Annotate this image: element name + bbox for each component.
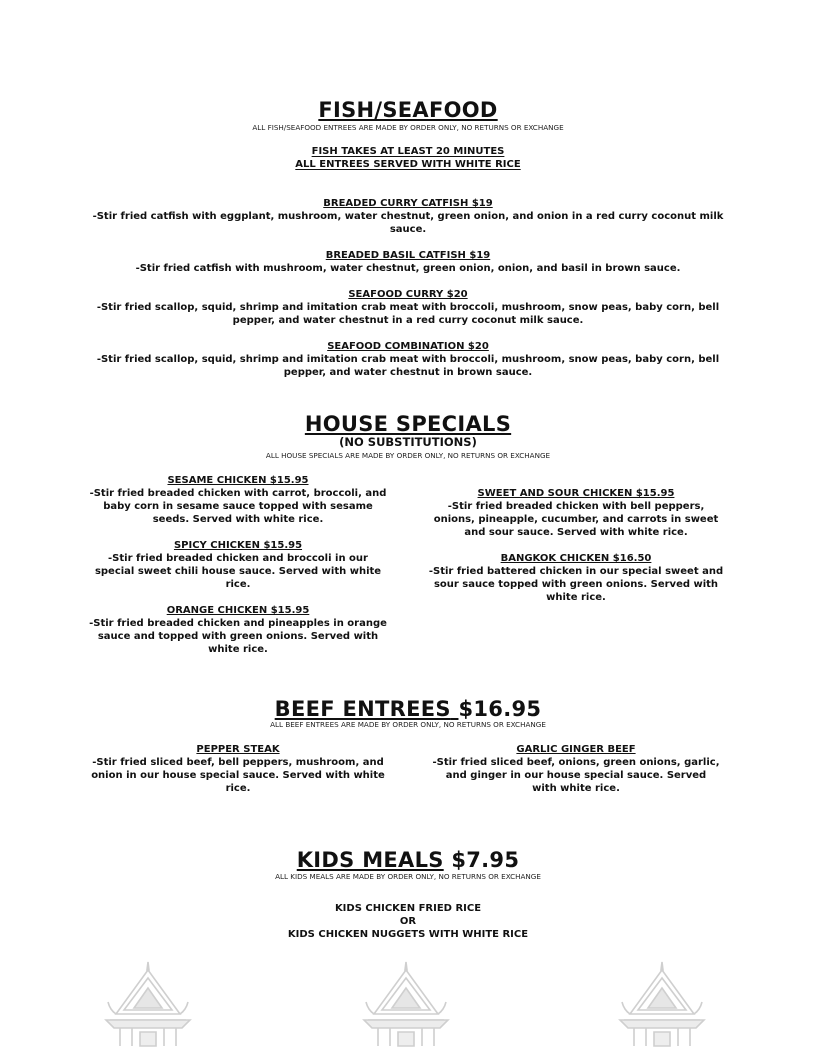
fish-seafood-title: FISH/SEAFOOD <box>318 98 498 122</box>
menu-item-sweet-and-sour-chicken <box>428 487 724 539</box>
menu-item-spicy-chicken <box>88 539 388 591</box>
menu-item-pepper-steak <box>88 743 388 795</box>
item-name: BREADED BASIL CATFISH $19 <box>325 250 491 261</box>
menu-item-garlic-ginger-beef <box>432 743 720 795</box>
menu-item-sesame-chicken <box>88 474 388 526</box>
fish-time-note: FISH TAKES AT LEAST 20 MINUTES <box>311 146 505 157</box>
beef-price: $16.95 <box>458 697 542 721</box>
item-name: SEAFOOD CURRY $20 <box>348 289 468 300</box>
item-description: -Stir fried catfish with eggplant, mushroom, water chestnut, green onion, and onion in a red curry coconut milk sauce. <box>92 211 724 235</box>
item-description: -Stir fried battered chicken in our special sweet and sour sauce topped with green onions. Served with white rice. <box>428 566 724 603</box>
menu-item-seafood-combination <box>90 340 726 379</box>
item-description: -Stir fried scallop, squid, shrimp and imitation crab meat with broccoli, mushroom, snow peas, baby corn, bell pepper, and water chestnut in brown sauce. <box>96 354 720 378</box>
kids-option-or: OR <box>399 916 417 927</box>
kids-meals-title <box>0 848 816 872</box>
kids-price: $7.95 <box>451 848 520 872</box>
item-name: SEAFOOD COMBINATION $20 <box>327 341 489 352</box>
item-name: PEPPER STEAK <box>196 744 280 755</box>
item-description: -Stir fried catfish with mushroom, water chestnut, green onion, onion, and basil in brown sauce. <box>135 263 681 274</box>
kids-meals-disclaimer: ALL KIDS MEALS ARE MADE BY ORDER ONLY, NO RETURNS OR EXCHANGE <box>275 872 541 881</box>
item-name: SWEET AND SOUR CHICKEN $15.95 <box>477 488 675 499</box>
menu-item-seafood-curry <box>90 288 726 327</box>
item-description: -Stir fried sliced beef, onions, green onions, garlic, and ginger in our house special sauce. Served with white rice. <box>432 757 720 794</box>
item-name: BREADED CURRY CATFISH $19 <box>323 198 493 209</box>
item-name: BANGKOK CHICKEN $16.50 <box>500 553 652 564</box>
menu-item-breaded-basil-catfish <box>90 249 726 275</box>
thai-temple-roof-icon <box>360 958 452 1048</box>
house-specials-title: HOUSE SPECIALS <box>304 412 512 436</box>
item-description: -Stir fried breaded chicken with carrot, broccoli, and baby corn in sesame sauce topped with sesame seeds. Served with white rice. <box>89 488 387 525</box>
kids-title-text: KIDS MEALS <box>296 848 444 872</box>
menu-item-breaded-curry-catfish <box>90 197 726 236</box>
item-name: SESAME CHICKEN $15.95 <box>167 475 309 486</box>
beef-entrees-title <box>0 697 816 721</box>
item-name: ORANGE CHICKEN $15.95 <box>166 605 310 616</box>
item-description: -Stir fried breaded chicken with bell peppers, onions, pineapple, cucumber, and carrots in sweet and sour sauce. Served with white rice. <box>433 501 719 538</box>
beef-entrees-disclaimer: ALL BEEF ENTREES ARE MADE BY ORDER ONLY, NO RETURNS OR EXCHANGE <box>270 720 546 729</box>
item-description: -Stir fried breaded chicken and broccoli in our special sweet chili house sauce. Served with white rice. <box>94 553 382 590</box>
menu-item-bangkok-chicken <box>428 552 724 604</box>
item-description: -Stir fried sliced beef, bell peppers, mushroom, and onion in our house special sauce. Served with white rice. <box>91 757 385 794</box>
item-name: SPICY CHICKEN $15.95 <box>173 540 303 551</box>
beef-title-text: BEEF ENTREES <box>274 697 451 721</box>
house-specials-subtitle: (NO SUBSTITUTIONS) <box>339 435 477 449</box>
item-name: GARLIC GINGER BEEF <box>516 744 636 755</box>
kids-option-nuggets: KIDS CHICKEN NUGGETS WITH WHITE RICE <box>287 929 529 940</box>
menu-item-orange-chicken <box>88 604 388 656</box>
item-description: -Stir fried breaded chicken and pineapples in orange sauce and topped with green onions. Served with white rice. <box>89 618 387 655</box>
fish-seafood-disclaimer: ALL FISH/SEAFOOD ENTREES ARE MADE BY ORDER ONLY, NO RETURNS OR EXCHANGE <box>252 123 564 132</box>
thai-temple-roof-icon <box>616 958 708 1048</box>
house-specials-disclaimer: ALL HOUSE SPECIALS ARE MADE BY ORDER ONLY, NO RETURNS OR EXCHANGE <box>265 451 551 460</box>
thai-temple-roof-icon <box>102 958 194 1048</box>
fish-rice-note: ALL ENTREES SERVED WITH WHITE RICE <box>295 159 521 170</box>
kids-option-fried-rice: KIDS CHICKEN FRIED RICE <box>334 903 482 914</box>
item-description: -Stir fried scallop, squid, shrimp and imitation crab meat with broccoli, mushroom, snow peas, baby corn, bell pepper, and water chestnut in a red curry coconut milk sauce. <box>96 302 720 326</box>
